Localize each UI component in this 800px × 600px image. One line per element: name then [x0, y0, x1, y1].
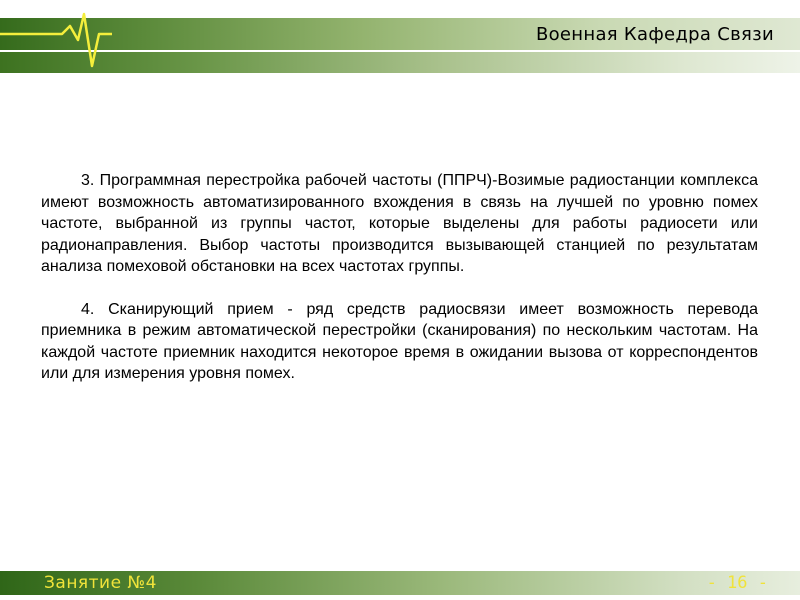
lesson-label: Занятие №4	[44, 573, 157, 593]
page-number: - 16 -	[706, 573, 768, 593]
slide-content	[41, 170, 758, 406]
paragraph-scanning-reception: 4. Сканирующий прием - ряд средств радиосвязи имеет возможность перевода приемника в режим автоматической перестройки (сканирования) по нескольким частотам. На каждой частоте приемник находится некоторое время в ожидании вызова от корреспондентов или для измерения уровня помех.	[41, 300, 758, 382]
paragraph-frequency-hopping: 3. Программная перестройка рабочей частоты (ППРЧ)-Возимые радиостанции комплекса имеют возможность автоматизированного вхождения в связь на лучшей по уровню помех частоте, выбранной из группы частот, которые выделены для работы радиосети или радионаправления. Выбор частоты производится вызывающей станцией по результатам анализа помеховой обстановки на всех частотах группы.	[41, 172, 758, 275]
header-title: Военная Кафедра Связи	[535, 24, 774, 45]
